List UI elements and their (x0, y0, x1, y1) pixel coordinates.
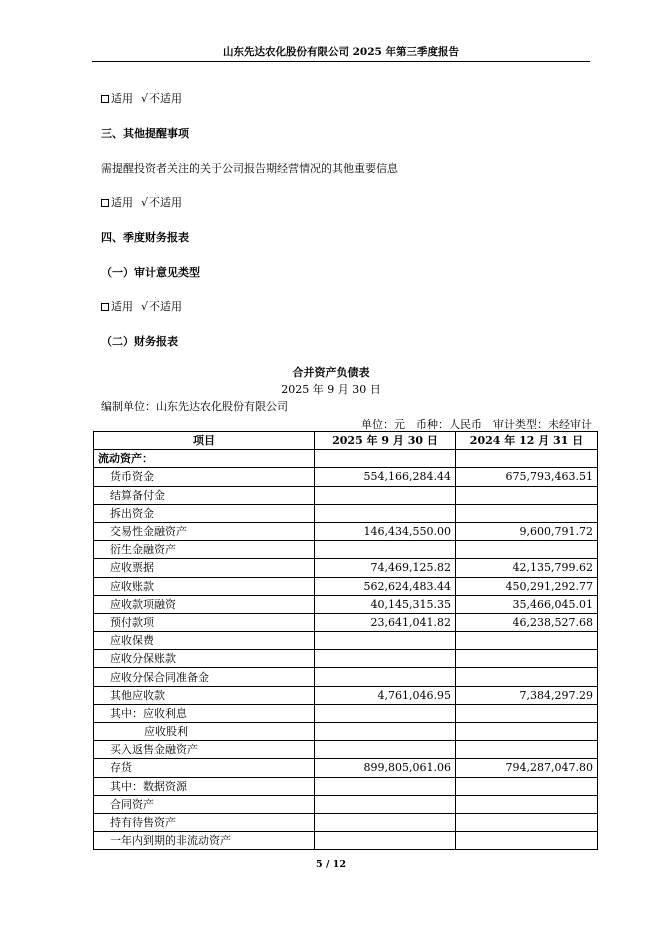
table-header-row (94, 432, 598, 450)
row-value-2025: 899,805,061.06 (315, 759, 456, 777)
row-item-label: 应收股利 (94, 723, 315, 741)
row-value-2025 (315, 668, 456, 686)
row-value-2025 (315, 832, 456, 850)
row-value-2024 (456, 813, 598, 831)
option-applicable-label: 适用 (111, 92, 133, 105)
checkbox-icon (101, 95, 109, 103)
table-row (94, 486, 598, 504)
header-divider (92, 61, 590, 62)
row-value-2024: 46,238,527.68 (456, 613, 598, 631)
table-row (94, 468, 598, 486)
row-value-2025 (315, 777, 456, 795)
section3-title: 三、其他提醒事项 (101, 127, 189, 140)
page-header: 山东先达农化股份有限公司 2025 年第三季度报告 (222, 46, 460, 58)
row-item-label: 一年内到期的非流动资产 (94, 832, 315, 850)
table-row (94, 723, 598, 741)
row-value-2024 (456, 704, 598, 722)
table-row (94, 559, 598, 577)
option-not-applicable-label: 不适用 (149, 196, 183, 209)
section4-sub2: （二）财务报表 (101, 335, 178, 348)
row-value-2025 (315, 813, 456, 831)
row-item-label: 预付款项 (94, 613, 315, 631)
col-header-2024: 2024 年 12 月 31 日 (456, 432, 598, 450)
option-applicable-label: 适用 (111, 300, 133, 313)
row-value-2024 (456, 832, 598, 850)
row-value-2025 (315, 650, 456, 668)
row-value-2024: 9,600,791.72 (456, 522, 598, 540)
row-value-2024 (456, 504, 598, 522)
table-row (94, 522, 598, 540)
table-row (94, 632, 598, 650)
statement-title: 合并资产负债表 (292, 366, 370, 379)
row-value-2024: 794,287,047.80 (456, 759, 598, 777)
row-value-2025 (315, 504, 456, 522)
table-row (94, 577, 598, 595)
applicability-option-2 (101, 194, 182, 210)
page-number: 5 / 12 (316, 859, 346, 870)
col-header-item: 项目 (94, 432, 315, 450)
table-row (94, 813, 598, 831)
applicability-option-3 (101, 298, 182, 314)
row-item-label: 其他应收款 (94, 686, 315, 704)
row-item-label: 拆出资金 (94, 504, 315, 522)
row-value-2024 (456, 650, 598, 668)
row-item-label: 存货 (94, 759, 315, 777)
row-value-2024: 450,291,292.77 (456, 577, 598, 595)
check-mark-icon: √ (141, 92, 149, 105)
table-row (94, 704, 598, 722)
table-row (94, 777, 598, 795)
row-item-label: 应收票据 (94, 559, 315, 577)
table-row (94, 650, 598, 668)
option-not-applicable-label: 不适用 (149, 92, 183, 105)
row-value-2025: 74,469,125.82 (315, 559, 456, 577)
checkbox-icon (101, 199, 109, 207)
row-value-2025 (315, 541, 456, 559)
row-value-2024 (456, 450, 598, 468)
row-item-label: 应收保费 (94, 632, 315, 650)
row-item-label: 货币资金 (94, 468, 315, 486)
row-value-2025: 146,434,550.00 (315, 522, 456, 540)
row-value-2025 (315, 795, 456, 813)
table-row (94, 686, 598, 704)
option-not-applicable-label: 不适用 (149, 300, 183, 313)
row-item-label: 应收款项融资 (94, 595, 315, 613)
row-value-2024 (456, 632, 598, 650)
statement-date: 2025 年 9 月 30 日 (281, 383, 381, 396)
row-item-label: 其中：应收利息 (94, 704, 315, 722)
section3-text: 需提醒投资者关注的关于公司报告期经营情况的其他重要信息 (101, 162, 398, 175)
row-value-2025: 554,166,284.44 (315, 468, 456, 486)
row-value-2024 (456, 795, 598, 813)
row-value-2025 (315, 741, 456, 759)
row-value-2024: 35,466,045.01 (456, 595, 598, 613)
row-value-2025 (315, 486, 456, 504)
row-item-label: 应收账款 (94, 577, 315, 595)
row-item-label: 应收分保账款 (94, 650, 315, 668)
row-value-2024: 42,135,799.62 (456, 559, 598, 577)
col-header-2025: 2025 年 9 月 30 日 (315, 432, 456, 450)
row-value-2025 (315, 632, 456, 650)
table-row (94, 613, 598, 631)
checkbox-icon (101, 303, 109, 311)
row-value-2025: 4,761,046.95 (315, 686, 456, 704)
row-value-2024 (456, 777, 598, 795)
row-item-label: 流动资产： (94, 450, 315, 468)
row-item-label: 交易性金融资产 (94, 522, 315, 540)
section4-sub1: （一）审计意见类型 (101, 266, 200, 279)
applicability-option-1 (101, 90, 182, 106)
unit-currency-audit: 单位：元 币种：人民币 审计类型：未经审计 (361, 418, 592, 431)
row-value-2025: 562,624,483.44 (315, 577, 456, 595)
row-value-2024 (456, 723, 598, 741)
row-value-2024 (456, 541, 598, 559)
section4-title: 四、季度财务报表 (101, 231, 189, 244)
row-item-label: 其中：数据资源 (94, 777, 315, 795)
row-value-2024 (456, 486, 598, 504)
table-row (94, 450, 598, 468)
prepared-by: 编制单位：山东先达农化股份有限公司 (101, 400, 288, 413)
table-row (94, 759, 598, 777)
balance-sheet-table (93, 431, 598, 850)
row-value-2025: 40,145,315.35 (315, 595, 456, 613)
table-row (94, 541, 598, 559)
table-row (94, 504, 598, 522)
row-item-label: 合同资产 (94, 795, 315, 813)
row-value-2025 (315, 723, 456, 741)
row-value-2025 (315, 450, 456, 468)
option-applicable-label: 适用 (111, 196, 133, 209)
table-row (94, 741, 598, 759)
row-value-2025: 23,641,041.82 (315, 613, 456, 631)
row-value-2024 (456, 741, 598, 759)
row-value-2024: 7,384,297.29 (456, 686, 598, 704)
row-value-2024: 675,793,463.51 (456, 468, 598, 486)
row-value-2024 (456, 668, 598, 686)
table-row (94, 668, 598, 686)
check-mark-icon: √ (141, 196, 149, 209)
table-row (94, 832, 598, 850)
row-item-label: 持有待售资产 (94, 813, 315, 831)
row-item-label: 买入返售金融资产 (94, 741, 315, 759)
table-row (94, 795, 598, 813)
row-value-2025 (315, 704, 456, 722)
row-item-label: 应收分保合同准备金 (94, 668, 315, 686)
table-row (94, 595, 598, 613)
check-mark-icon: √ (141, 300, 149, 313)
row-item-label: 结算备付金 (94, 486, 315, 504)
row-item-label: 衍生金融资产 (94, 541, 315, 559)
